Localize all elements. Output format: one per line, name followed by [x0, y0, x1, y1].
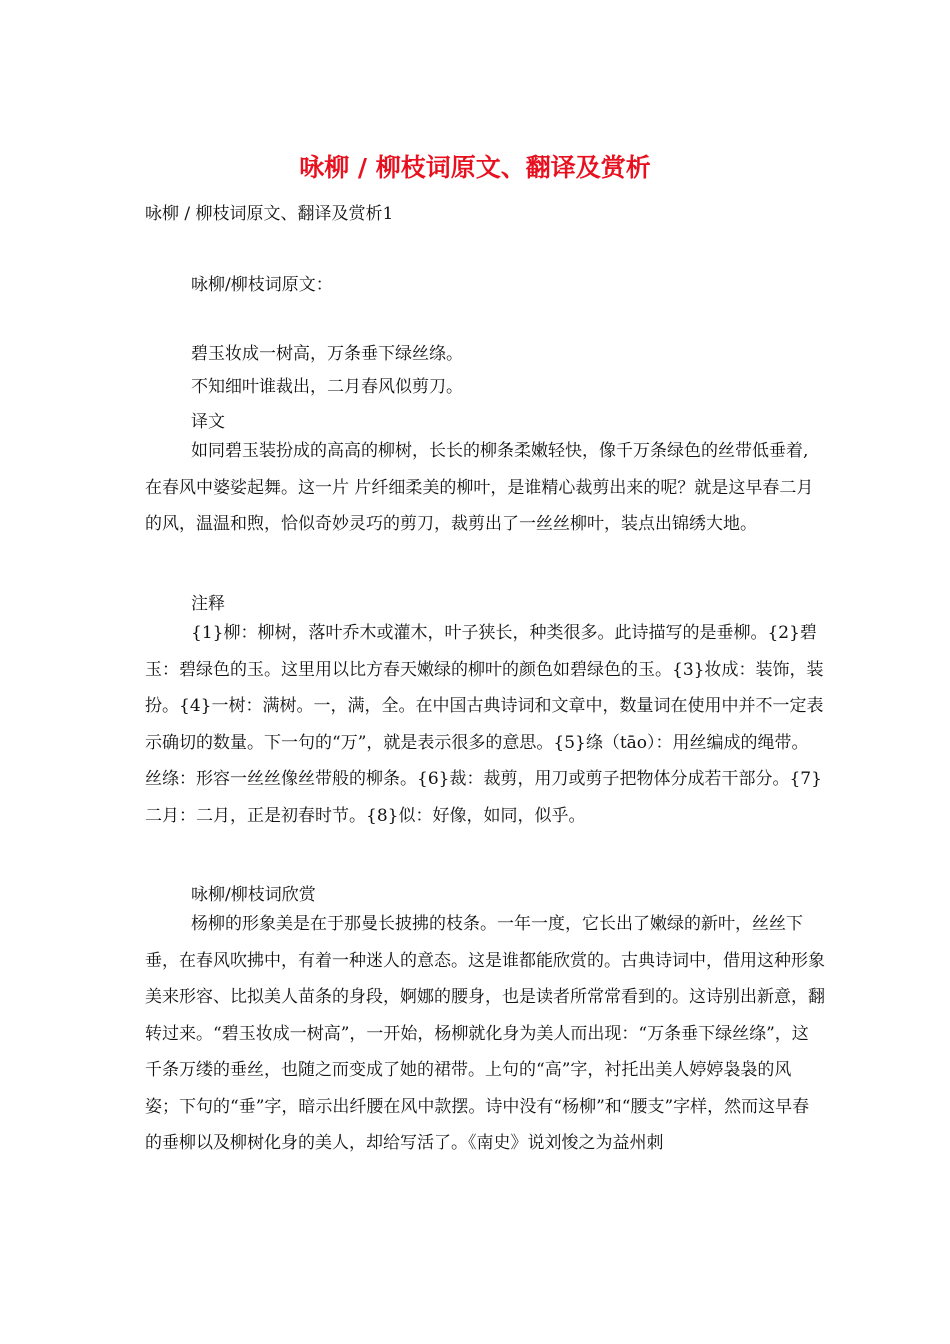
document-title: 咏柳 / 柳枝词原文、翻译及赏析 [299, 153, 651, 182]
appreciation-heading: 咏柳/柳枝词欣赏 [191, 885, 316, 905]
translation-heading: 译文 [191, 412, 225, 432]
document-subtitle: 咏柳 / 柳枝词原文、翻译及赏析1 [145, 204, 394, 224]
notes-section [145, 615, 825, 834]
poem-line-1: 碧玉妆成一树高，万条垂下绿丝绦。 [191, 344, 463, 364]
notes-heading: 注释 [191, 594, 225, 614]
translation-section [145, 433, 825, 543]
poem-line-2: 不知细叶谁裁出，二月春风似剪刀。 [191, 377, 463, 397]
appreciation-section [145, 906, 825, 1162]
translation-paragraph: 如同碧玉装扮成的高高的柳树，长长的柳条柔嫩轻快，像千万条绿色的丝带低垂着,在春风中婆娑起舞。这一片 片纤细柔美的柳叶，是谁精心裁剪出来的呢？就是这早春二月的风，温温和煦，恰似奇妙灵巧的剪刀，裁剪出了一丝丝柳叶，装点出锦绣大地。 [145, 441, 814, 534]
appreciation-paragraph: 杨柳的形象美是在于那曼长披拂的枝条。一年一度，它长出了嫩绿的新叶，丝丝下垂，在春风吹拂中，有着一种迷人的意态。这是谁都能欣赏的。古典诗词中，借用这种形象美来形容、比拟美人苗条的身段，婀娜的腰身，也是读者所常常看到的。这诗别出新意，翻转过来。“碧玉妆成一树高”，一开始，杨柳就化身为美人而出现：“万条垂下绿丝绦”，这千条万缕的垂丝，也随之而变成了她的裙带。上句的“高”字，衬托出美人婷婷袅袅的风姿；下句的“垂”字，暗示出纤腰在风中款摆。诗中没有“杨柳”和“腰支”字样，然而这早春的垂柳以及柳树化身的美人，却给写活了。《南史》说刘悛之为益州刺 [145, 914, 825, 1153]
notes-paragraph: {1}柳：柳树，落叶乔木或灌木，叶子狭长，种类很多。此诗描写的是垂柳。{2}碧玉：碧绿色的玉。这里用以比方春天嫩绿的柳叶的颜色如碧绿色的玉。{3}妆成：装饰，装扮。{4}一树：满树。一，满，全。在中国古典诗词和文章中，数量词在使用中并不一定表示确切的数量。下一句的“万”，就是表示很多的意思。{5}绦（tāo）：用丝编成的绳带。丝绦：形容一丝丝像丝带般的柳条。{6}裁：裁剪，用刀或剪子把物体分成若干部分。{7}二月：二月，正是初春时节。{8}似：好像，如同，似乎。 [145, 623, 824, 826]
original-heading: 咏柳/柳枝词原文： [191, 275, 333, 295]
